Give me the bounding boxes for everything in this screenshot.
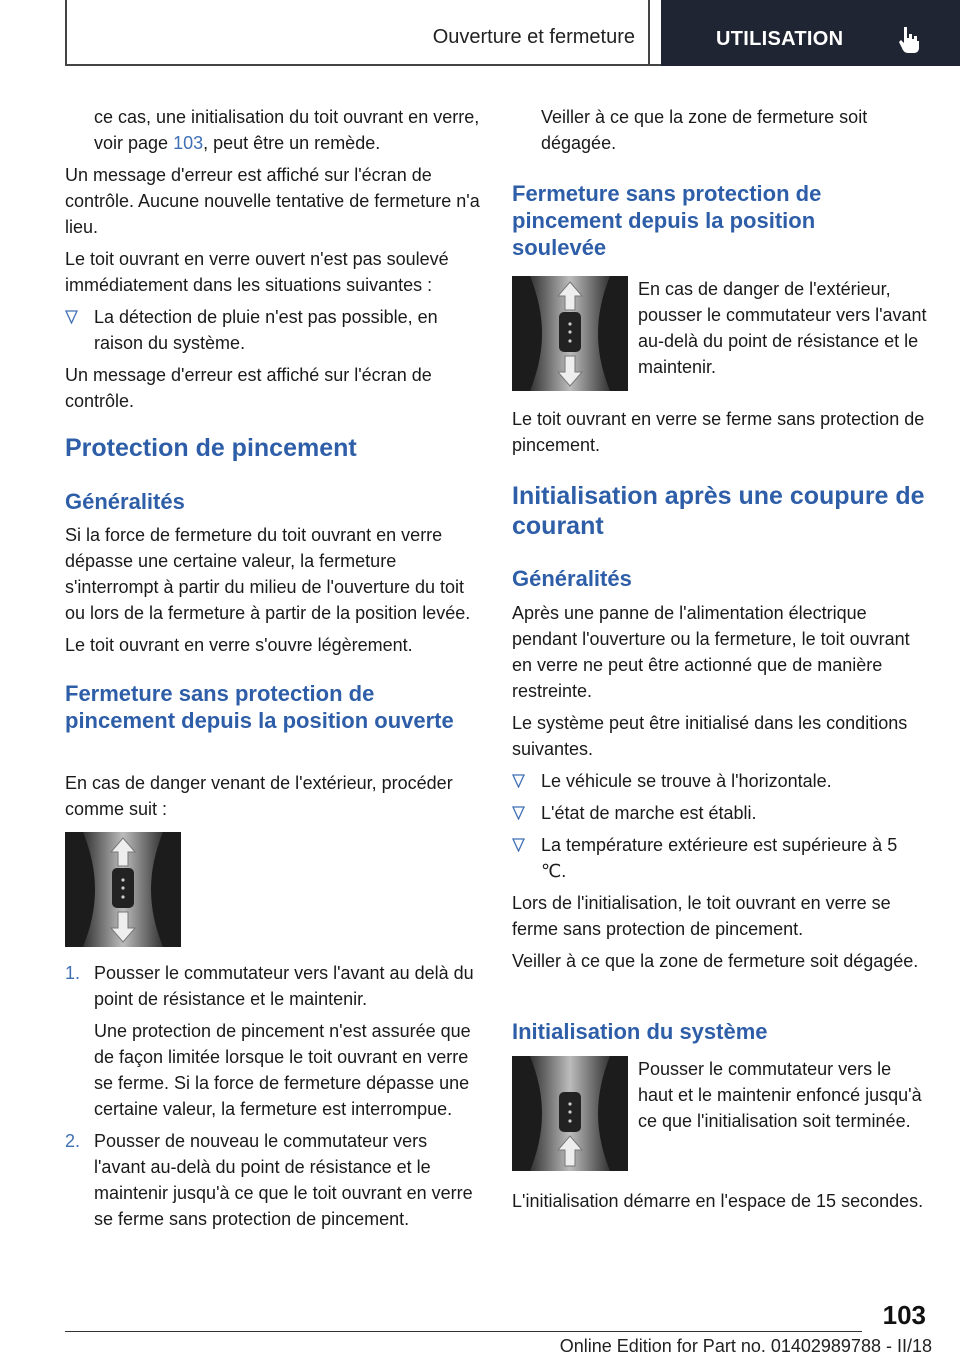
step-item: 1. Pousser le commutateur vers l'avant au delà du point de résistance et le maintenir. [65,960,480,1012]
chapter-tab[interactable] [661,0,960,66]
switch-illustration [65,832,181,947]
paragraph: Si la force de fermeture du toit ouvrant en verre dépasse une certaine valeur, la fermeture s'interrompt à partir du milieu de l'ouverture du toit ou lors de la fermeture à partir de la position levée. [65,525,471,623]
paragraph: Le toit ouvrant en verre s'ouvre légèrement. [65,635,413,655]
page-link[interactable]: 103 [173,133,204,153]
heading-protection: Protection de pincement [65,434,357,462]
section-title: Ouverture et fermeture [432,26,635,48]
header-divider [648,0,650,66]
triangle-bullet-icon [512,838,525,852]
init-reference-paragraph: ce cas, une initialisation du toit ouvrant en verre, voir page 103, peut être un remède. [94,107,480,153]
heading-fermeture-ouverte: Fermeture sans protection de pincement depuis la position ouverte [65,681,454,733]
list-item: Le véhicule se trouve à l'horizontale. [512,768,927,794]
illustrated-step [512,1056,927,1171]
heading-generalites: Généralités [65,489,185,514]
triangle-bullet-icon [512,774,525,788]
paragraph: Le toit ouvrant en verre ouvert n'est pas soulevé immédiatement dans les situations suivantes : [65,249,449,295]
page-number: 103 [882,1300,926,1330]
hand-pointer-icon [898,26,920,54]
list-item: L'état de marche est établi. [512,800,927,826]
triangle-bullet-icon [65,310,78,324]
paragraph: En cas de danger venant de l'extérieur, procéder comme suit : [65,773,453,819]
paragraph: Un message d'erreur est affiché sur l'écran de contrôle. [65,365,432,411]
step-item: 2. Pousser de nouveau le commutateur vers l'avant au-delà du point de résistance et le maintenir jusqu'à ce que le toit ouvrant en verre se ferme sans protection de pincement. [65,1128,480,1232]
paragraph: Lors de l'initialisation, le toit ouvrant en verre se ferme sans protection de pincement. [512,893,891,939]
switch-illustration [512,276,628,391]
paragraph: Pousser le commutateur vers le haut et le maintenir enfoncé jusqu'à ce que l'initialisation soit terminée. [638,1059,922,1131]
paragraph: Le toit ouvrant en verre se ferme sans protection de pincement. [512,409,925,455]
paragraph: Veiller à ce que la zone de fermeture soit dégagée. [541,107,868,153]
heading-fermeture-soulevee: Fermeture sans protection de pincement depuis la position soulevée [512,181,822,260]
triangle-bullet-icon [512,806,525,820]
step-number: 2. [65,1131,81,1151]
list-item: La détection de pluie n'est pas possible, en raison du système. [65,304,480,356]
illustrated-step [512,276,927,391]
heading-initialisation: Initialisation après une coupure de courant [512,482,925,540]
paragraph: Un message d'erreur est affiché sur l'écran de contrôle. Aucune nouvelle tentative de fermeture n'a lieu. [65,165,480,237]
chapter-tab-label: UTILISATION [716,28,844,50]
paragraph: Veiller à ce que la zone de fermeture soit dégagée. [512,951,919,971]
heading-generalites: Généralités [512,566,632,591]
switch-illustration [512,1056,628,1171]
footer-rule [65,1331,862,1332]
heading-init-systeme: Initialisation du système [512,1019,768,1044]
step-number: 1. [65,963,81,983]
edition-note: Online Edition for Part no. 01402989788 - II/18 [559,1336,932,1356]
paragraph: En cas de danger de l'extérieur, pousser le commutateur vers l'avant au-delà du point de résistance et le maintenir. [638,279,927,377]
paragraph: Le système peut être initialisé dans les conditions suivantes. [512,713,908,759]
paragraph: L'initialisation démarre en l'espace de 15 secondes. [512,1191,924,1211]
paragraph: Après une panne de l'alimentation électrique pendant l'ouverture ou la fermeture, le toit ouvrant en verre ne peut être actionné que de manière restreinte. [512,603,910,701]
list-item: La température extérieure est supérieure à 5 ℃. [512,832,927,884]
step-note: Une protection de pincement n'est assurée que de façon limitée lorsque le toit ouvrant en verre se ferme. Si la force de fermeture dépasse une certaine valeur, la fermeture est interrompue. [94,1021,471,1119]
